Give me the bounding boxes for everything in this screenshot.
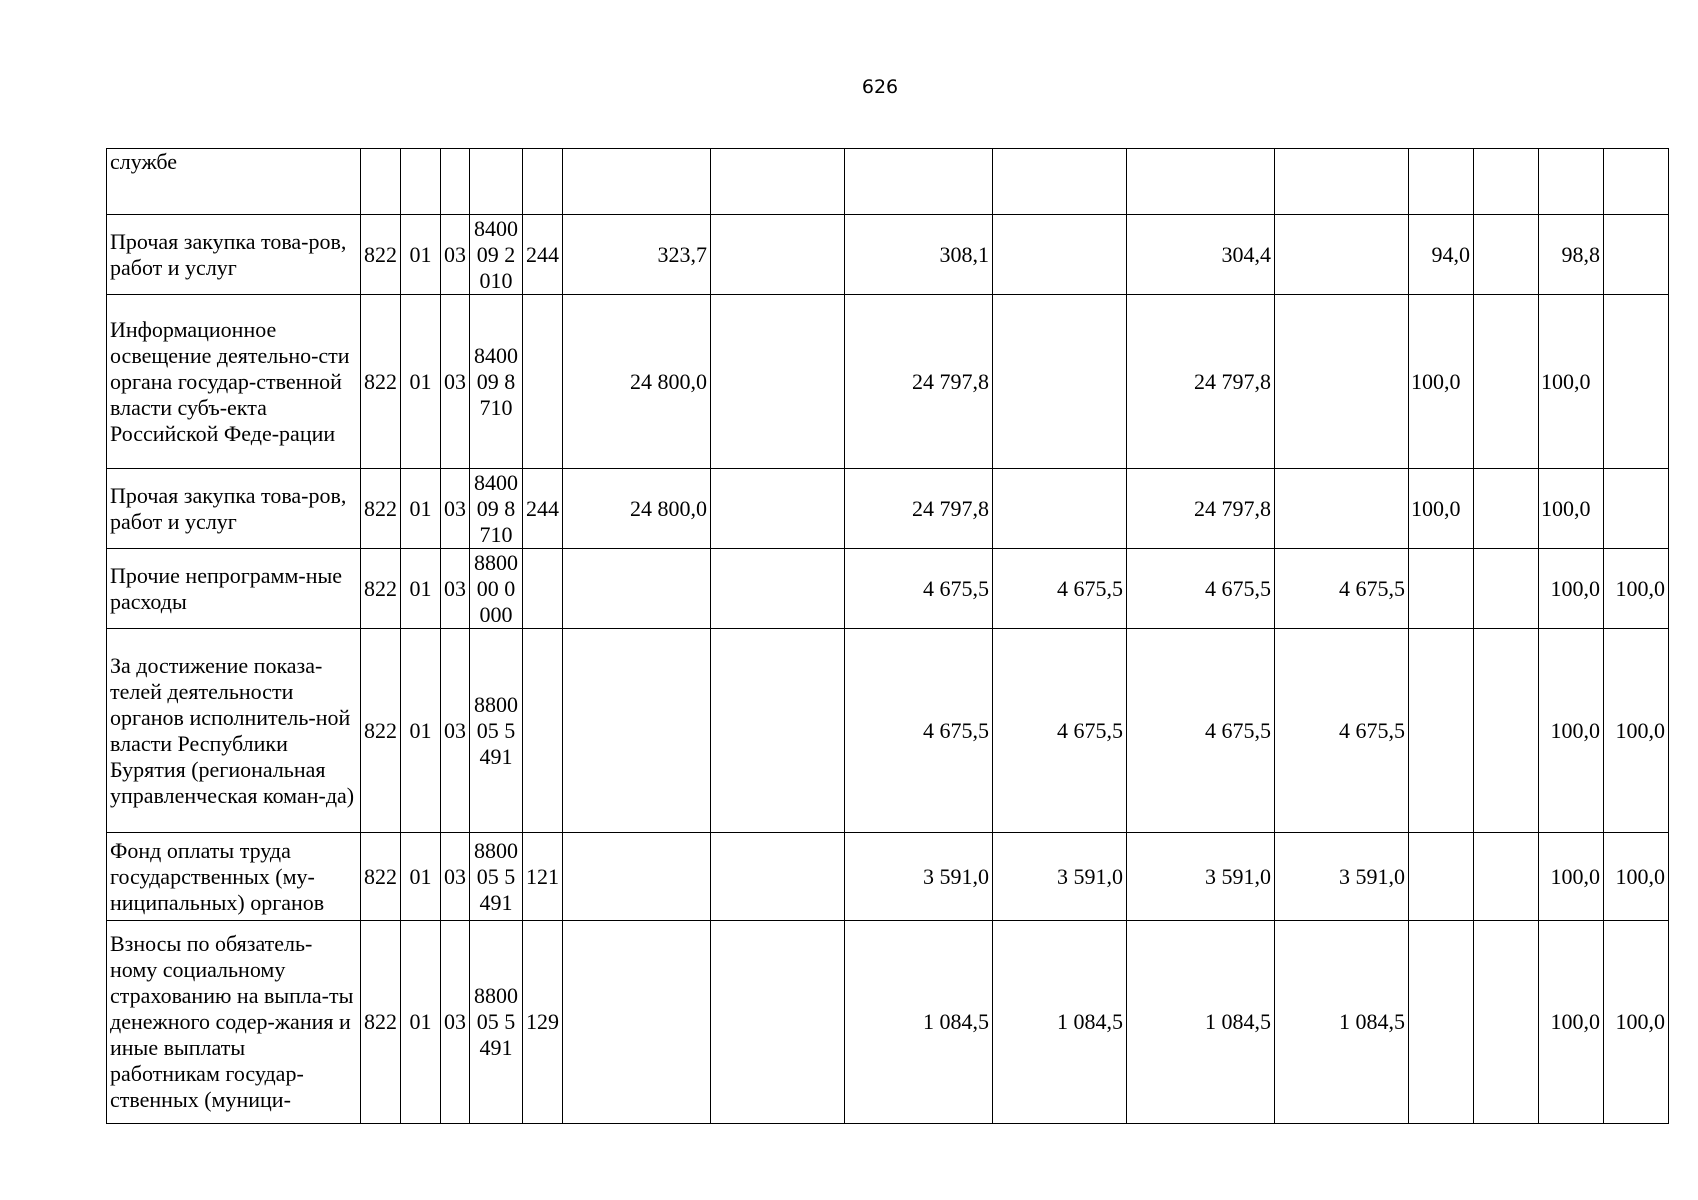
refined-plan-amount: 1 084,5: [845, 921, 993, 1124]
csr-code: 880005 5491: [470, 629, 523, 833]
percent-refined-federal: 100,0: [1604, 549, 1669, 629]
plan-amount-federal: [711, 215, 845, 295]
percent-plan: [1409, 833, 1474, 921]
csr-code: 840009 2010: [470, 215, 523, 295]
pr-code: 03: [441, 921, 470, 1124]
rz-code: 01: [401, 295, 441, 469]
percent-refined: 98,8: [1539, 215, 1604, 295]
gr-code: 822: [361, 549, 401, 629]
rz-code: 01: [401, 833, 441, 921]
csr-code: 840009 8710: [470, 469, 523, 549]
refined-plan-amount: 3 591,0: [845, 833, 993, 921]
gr-code: 822: [361, 833, 401, 921]
row-name: Взносы по обязатель-ному социальному страхованию на выпла-ты денежного содер-жания и иные выплаты работникам государ-ственных (муници-: [107, 921, 361, 1124]
row-name: службе: [107, 149, 361, 215]
plan-amount: [563, 549, 711, 629]
csr-code: 880005 5491: [470, 833, 523, 921]
percent-refined-federal: [1604, 295, 1669, 469]
refined-plan-amount: 24 797,8: [845, 469, 993, 549]
percent-plan: 100,0: [1409, 469, 1474, 549]
percent-refined-federal: 100,0: [1604, 921, 1669, 1124]
page-number: 626: [861, 76, 899, 98]
gr-code: 822: [361, 469, 401, 549]
pr-code: 03: [441, 833, 470, 921]
actual-amount: 4 675,5: [1127, 549, 1275, 629]
csr-code: 880005 5491: [470, 921, 523, 1124]
plan-amount: 323,7: [563, 215, 711, 295]
plan-amount: [563, 629, 711, 833]
actual-amount-federal: [1275, 469, 1409, 549]
plan-amount: 24 800,0: [563, 295, 711, 469]
row-name: Прочая закупка това-ров, работ и услуг: [107, 215, 361, 295]
vr-code: 244: [523, 469, 563, 549]
percent-refined: 100,0: [1539, 629, 1604, 833]
percent-plan: [1409, 629, 1474, 833]
row-name: За достижение показа-телей деятельности органов исполнитель-ной власти Республики Бурятия (региональная управленческая коман-да): [107, 629, 361, 833]
percent-plan-federal: [1474, 629, 1539, 833]
percent-plan-federal: [1474, 469, 1539, 549]
row-name: Прочая закупка това-ров, работ и услуг: [107, 469, 361, 549]
plan-amount-federal: [711, 549, 845, 629]
actual-amount: 1 084,5: [1127, 921, 1275, 1124]
actual-amount: 304,4: [1127, 215, 1275, 295]
plan-amount: [563, 921, 711, 1124]
percent-refined-federal: 100,0: [1604, 833, 1669, 921]
refined-plan-amount-federal: [993, 295, 1127, 469]
percent-refined-federal: [1604, 215, 1669, 295]
table-row: [107, 629, 1669, 833]
percent-plan-federal: [1474, 921, 1539, 1124]
vr-code: 121: [523, 833, 563, 921]
percent-plan-federal: [1474, 295, 1539, 469]
vr-code: [523, 295, 563, 469]
actual-amount-federal: 3 591,0: [1275, 833, 1409, 921]
vr-code: [523, 549, 563, 629]
actual-amount: 24 797,8: [1127, 295, 1275, 469]
percent-plan: 100,0: [1409, 295, 1474, 469]
actual-amount: 3 591,0: [1127, 833, 1275, 921]
plan-amount: [563, 833, 711, 921]
gr-code: 822: [361, 921, 401, 1124]
csr-code: 840009 8710: [470, 295, 523, 469]
actual-amount-federal: 4 675,5: [1275, 549, 1409, 629]
percent-refined: 100,0: [1539, 921, 1604, 1124]
percent-plan-federal: [1474, 215, 1539, 295]
table-row: [107, 149, 1669, 215]
csr-code: 880000 0000: [470, 549, 523, 629]
refined-plan-amount: 4 675,5: [845, 549, 993, 629]
rz-code: 01: [401, 469, 441, 549]
actual-amount: 4 675,5: [1127, 629, 1275, 833]
pr-code: 03: [441, 469, 470, 549]
vr-code: [523, 629, 563, 833]
vr-code: 244: [523, 215, 563, 295]
table-row: [107, 549, 1669, 629]
table-row: [107, 215, 1669, 295]
pr-code: 03: [441, 215, 470, 295]
row-name: Фонд оплаты труда государственных (му-ниципальных) органов: [107, 833, 361, 921]
refined-plan-amount-federal: 1 084,5: [993, 921, 1127, 1124]
table-row: [107, 921, 1669, 1124]
percent-plan: [1409, 921, 1474, 1124]
percent-refined-federal: 100,0: [1604, 629, 1669, 833]
table-row: [107, 295, 1669, 469]
percent-plan-federal: [1474, 549, 1539, 629]
refined-plan-amount-federal: 4 675,5: [993, 549, 1127, 629]
actual-amount-federal: 1 084,5: [1275, 921, 1409, 1124]
rz-code: 01: [401, 921, 441, 1124]
refined-plan-amount-federal: 4 675,5: [993, 629, 1127, 833]
actual-amount-federal: 4 675,5: [1275, 629, 1409, 833]
plan-amount-federal: [711, 295, 845, 469]
percent-refined: 100,0: [1539, 549, 1604, 629]
actual-amount-federal: [1275, 295, 1409, 469]
actual-amount: 24 797,8: [1127, 469, 1275, 549]
plan-amount-federal: [711, 921, 845, 1124]
percent-plan: [1409, 549, 1474, 629]
refined-plan-amount-federal: [993, 215, 1127, 295]
gr-code: 822: [361, 215, 401, 295]
vr-code: 129: [523, 921, 563, 1124]
percent-refined: 100,0: [1539, 295, 1604, 469]
percent-plan-federal: [1474, 833, 1539, 921]
pr-code: 03: [441, 629, 470, 833]
percent-refined: 100,0: [1539, 833, 1604, 921]
row-name: Прочие непрограмм-ные расходы: [107, 549, 361, 629]
budget-table: [106, 148, 1669, 1124]
refined-plan-amount-federal: [993, 469, 1127, 549]
refined-plan-amount: 4 675,5: [845, 629, 993, 833]
refined-plan-amount: 24 797,8: [845, 295, 993, 469]
rz-code: 01: [401, 215, 441, 295]
plan-amount-federal: [711, 629, 845, 833]
percent-plan: 94,0: [1409, 215, 1474, 295]
table-row: [107, 833, 1669, 921]
refined-plan-amount-federal: 3 591,0: [993, 833, 1127, 921]
table-row: [107, 469, 1669, 549]
actual-amount-federal: [1275, 215, 1409, 295]
percent-refined: 100,0: [1539, 469, 1604, 549]
refined-plan-amount: 308,1: [845, 215, 993, 295]
gr-code: 822: [361, 295, 401, 469]
gr-code: 822: [361, 629, 401, 833]
plan-amount: 24 800,0: [563, 469, 711, 549]
plan-amount-federal: [711, 833, 845, 921]
plan-amount-federal: [711, 469, 845, 549]
pr-code: 03: [441, 549, 470, 629]
percent-refined-federal: [1604, 469, 1669, 549]
rz-code: 01: [401, 629, 441, 833]
row-name: Информационное освещение деятельно-сти органа государ-ственной власти субъ-екта Российской Феде-рации: [107, 295, 361, 469]
rz-code: 01: [401, 549, 441, 629]
pr-code: 03: [441, 295, 470, 469]
